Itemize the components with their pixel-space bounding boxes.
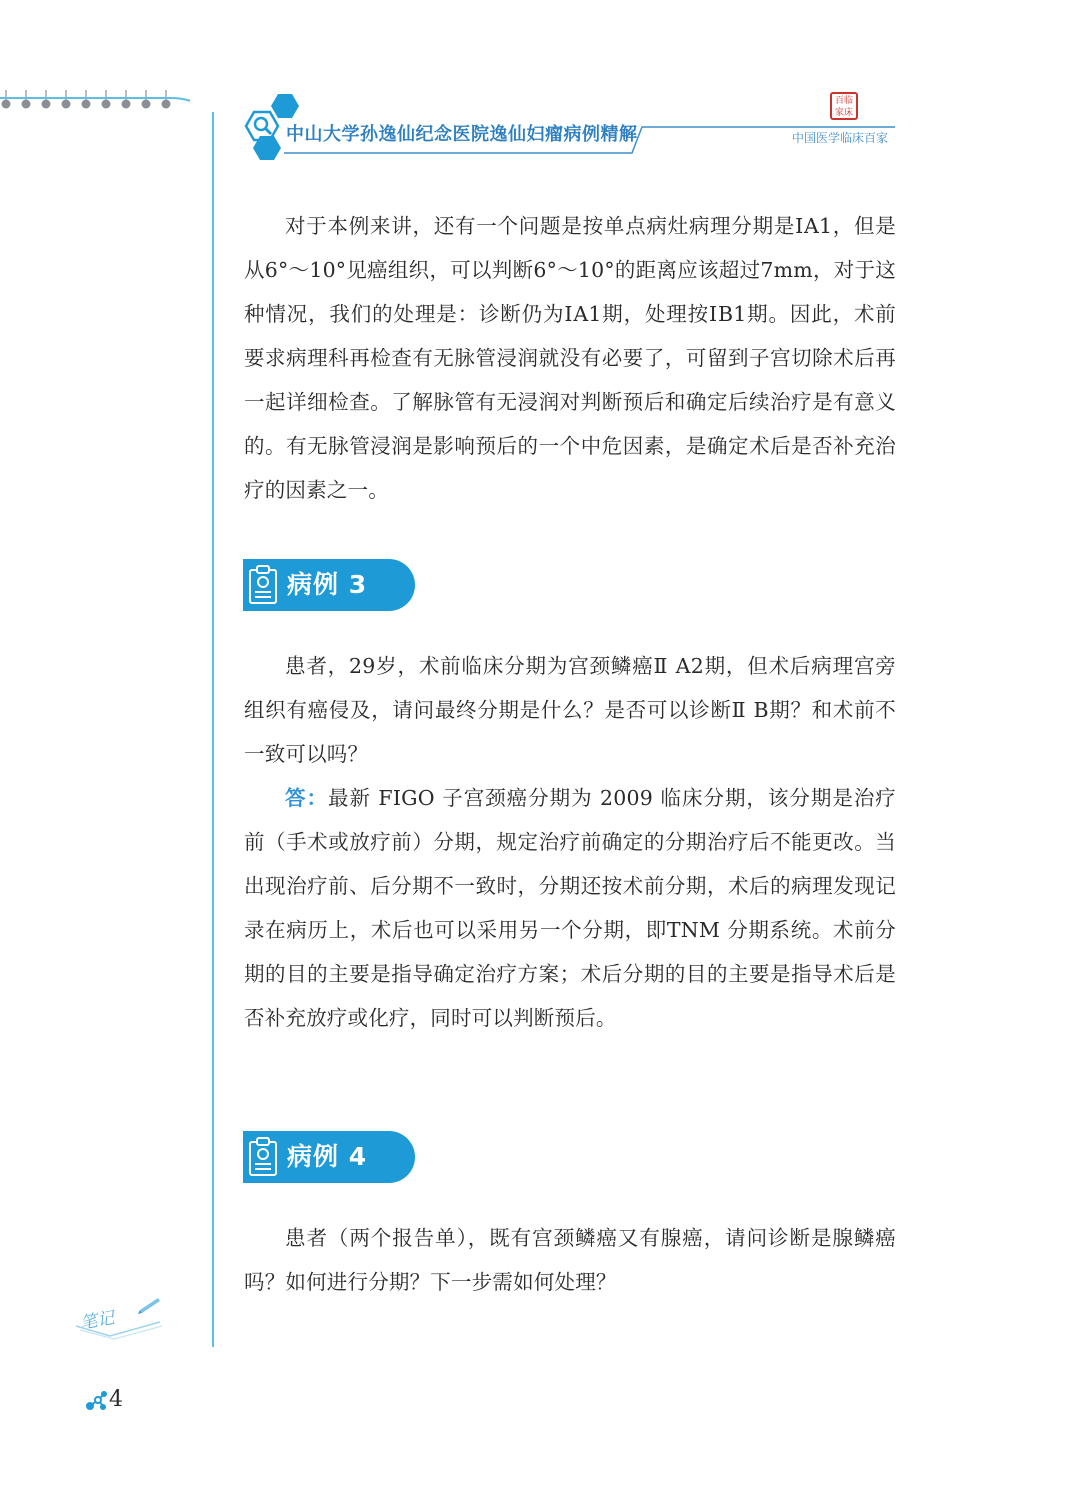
- case-3-label: 病例 3: [287, 570, 368, 599]
- case-4-banner: [243, 1131, 415, 1183]
- notes-doodle: [70, 1292, 170, 1342]
- molecule-icon: [84, 1390, 108, 1412]
- margin-pins: [0, 84, 190, 124]
- case-4-label: 病例 4: [287, 1142, 368, 1171]
- clipboard-icon: [248, 1137, 278, 1177]
- case-3-question: 患者，29岁，术前临床分期为宫颈鳞癌Ⅱ A2期，但术后病理宫旁组织有癌侵及，请问最终分期是什么？是否可以诊断Ⅱ B期？和术前不一致可以吗？: [244, 654, 896, 766]
- answer-label: 答：: [285, 786, 328, 810]
- answer-text: 最新 FIGO 子宫颈癌分期为 2009 临床分期，该分期是治疗前（手术或放疗前）分期，规定治疗前确定的分期治疗后不能更改。当出现治疗前、后分期不一致时，分期还按术前分期，术后的病理发现记录在病历上，术后也可以采用另一个分期，即TNM 分期系统。术前分期的目的主要是指导确定治疗方案；术后分期的目的主要是指导术后是否补充放疗或化疗，同时可以判断预后。: [244, 786, 897, 1030]
- clipboard-icon: [248, 565, 278, 605]
- margin-line: [212, 112, 214, 1347]
- notes-label: 笔记: [78, 1308, 116, 1334]
- seal-logo: 百临 家床: [830, 92, 858, 120]
- case-4-question: 患者（两个报告单），既有宫颈鳞癌又有腺癌，请问诊断是腺鳞癌吗？如何进行分期？下一步需如何处理？: [244, 1226, 896, 1294]
- page-number: 4: [109, 1387, 123, 1412]
- body-paragraph: 对于本例来讲，还有一个问题是按单点病灶病理分期是ⅠA1，但是从6°～10°见癌组织，可以判断6°～10°的距离应该超过7mm，对于这种情况，我们的处理是：诊断仍为ⅠA1期，处理按ⅠB1期。因此，术前要求病理科再检查有无脉管浸润就没有必要了，可留到子宫切除术后再一起详细检查。了解脉管有无浸润对判断预后和确定后续治疗是有意义的。有无脉管浸润是影响预后的一个中危因素，是确定术后是否补充治疗的因素之一。: [244, 214, 896, 502]
- case-3-answer: [244, 776, 896, 1040]
- running-header-title: 中山大学孙逸仙纪念医院逸仙妇瘤病例精解: [286, 124, 638, 145]
- running-header-subtitle: 中国医学临床百家: [792, 131, 889, 145]
- case-3-banner: [243, 559, 415, 611]
